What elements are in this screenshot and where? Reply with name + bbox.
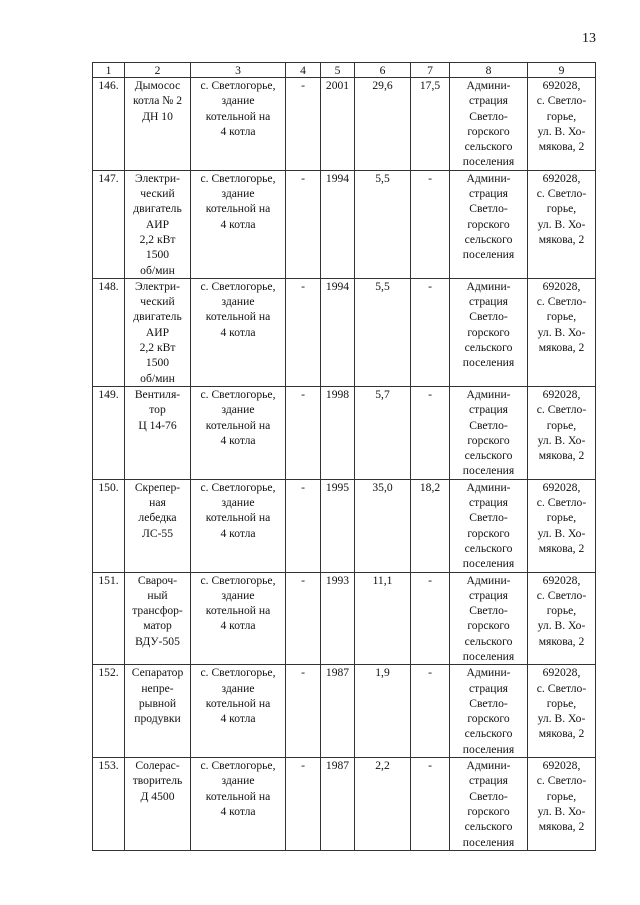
holder-value: Админи- страция Светло- горского сельского поселения [450,479,528,572]
item-name: Дымосос котла № 2 ДН 10 [125,78,191,171]
address-value: 692028, с. Светло- горье, ул. В. Хо- мякова, 2 [528,78,596,171]
col-header-9: 9 [528,63,596,78]
col-header-7: 7 [411,63,450,78]
table-row [93,386,596,479]
row-number: 150. [93,479,125,572]
item-location: с. Светлогорье, здание котельной на 4 котла [191,78,286,171]
item-location: с. Светлогорье, здание котельной на 4 котла [191,665,286,758]
year-value: 1998 [321,386,355,479]
col7-value: - [411,758,450,851]
holder-value: Админи- страция Светло- горского сельского поселения [450,758,528,851]
col6-value: 1,9 [355,665,411,758]
row-number: 146. [93,78,125,171]
col7-value: - [411,572,450,665]
property-registry-table [92,62,596,851]
col4-value: - [286,170,321,278]
item-name: Солерас- творитель Д 4500 [125,758,191,851]
year-value: 2001 [321,78,355,171]
address-value: 692028, с. Светло- горье, ул. В. Хо- мякова, 2 [528,572,596,665]
item-name: Электри- ческий двигатель АИР 2,2 кВт 1500 об/мин [125,170,191,278]
address-value: 692028, с. Светло- горье, ул. В. Хо- мякова, 2 [528,758,596,851]
col-header-5: 5 [321,63,355,78]
col4-value: - [286,758,321,851]
table-row [93,665,596,758]
table-row [93,572,596,665]
col7-value: - [411,278,450,386]
col7-value: - [411,665,450,758]
table-row [93,758,596,851]
table-row [93,479,596,572]
col6-value: 5,5 [355,278,411,386]
holder-value: Админи- страция Светло- горского сельского поселения [450,386,528,479]
col-header-1: 1 [93,63,125,78]
year-value: 1995 [321,479,355,572]
col6-value: 29,6 [355,78,411,171]
item-location: с. Светлогорье, здание котельной на 4 котла [191,758,286,851]
row-number: 148. [93,278,125,386]
year-value: 1994 [321,278,355,386]
col4-value: - [286,572,321,665]
address-value: 692028, с. Светло- горье, ул. В. Хо- мякова, 2 [528,665,596,758]
item-name: Вентиля- тор Ц 14-76 [125,386,191,479]
year-value: 1994 [321,170,355,278]
col6-value: 2,2 [355,758,411,851]
col-header-8: 8 [450,63,528,78]
col6-value: 11,1 [355,572,411,665]
holder-value: Админи- страция Светло- горского сельского поселения [450,278,528,386]
address-value: 692028, с. Светло- горье, ул. В. Хо- мякова, 2 [528,170,596,278]
item-location: с. Светлогорье, здание котельной на 4 котла [191,278,286,386]
item-location: с. Светлогорье, здание котельной на 4 котла [191,386,286,479]
year-value: 1987 [321,665,355,758]
address-value: 692028, с. Светло- горье, ул. В. Хо- мякова, 2 [528,278,596,386]
col4-value: - [286,278,321,386]
col4-value: - [286,386,321,479]
row-number: 149. [93,386,125,479]
col4-value: - [286,78,321,171]
item-name: Электри- ческий двигатель АИР 2,2 кВт 1500 об/мин [125,278,191,386]
col6-value: 35,0 [355,479,411,572]
col7-value: - [411,170,450,278]
header-row [93,63,596,78]
table-row [93,278,596,386]
row-number: 151. [93,572,125,665]
page-number: 13 [582,31,596,46]
item-location: с. Светлогорье, здание котельной на 4 котла [191,572,286,665]
col4-value: - [286,479,321,572]
col6-value: 5,5 [355,170,411,278]
col7-value: - [411,386,450,479]
holder-value: Админи- страция Светло- горского сельского поселения [450,170,528,278]
row-number: 153. [93,758,125,851]
table-row [93,78,596,171]
col-header-3: 3 [191,63,286,78]
col-header-4: 4 [286,63,321,78]
item-name: Скрепер- ная лебедка ЛС-55 [125,479,191,572]
item-location: с. Светлогорье, здание котельной на 4 котла [191,170,286,278]
row-number: 147. [93,170,125,278]
item-location: с. Светлогорье, здание котельной на 4 котла [191,479,286,572]
col7-value: 17,5 [411,78,450,171]
holder-value: Админи- страция Светло- горского сельского поселения [450,78,528,171]
holder-value: Админи- страция Светло- горского сельского поселения [450,572,528,665]
item-name: Сепаратор непре- рывной продувки [125,665,191,758]
col7-value: 18,2 [411,479,450,572]
table-row [93,170,596,278]
row-number: 152. [93,665,125,758]
col-header-2: 2 [125,63,191,78]
item-name: Свароч- ный трансфор- матор ВДУ-505 [125,572,191,665]
holder-value: Админи- страция Светло- горского сельского поселения [450,665,528,758]
col-header-6: 6 [355,63,411,78]
year-value: 1993 [321,572,355,665]
address-value: 692028, с. Светло- горье, ул. В. Хо- мякова, 2 [528,479,596,572]
col6-value: 5,7 [355,386,411,479]
year-value: 1987 [321,758,355,851]
address-value: 692028, с. Светло- горье, ул. В. Хо- мякова, 2 [528,386,596,479]
col4-value: - [286,665,321,758]
